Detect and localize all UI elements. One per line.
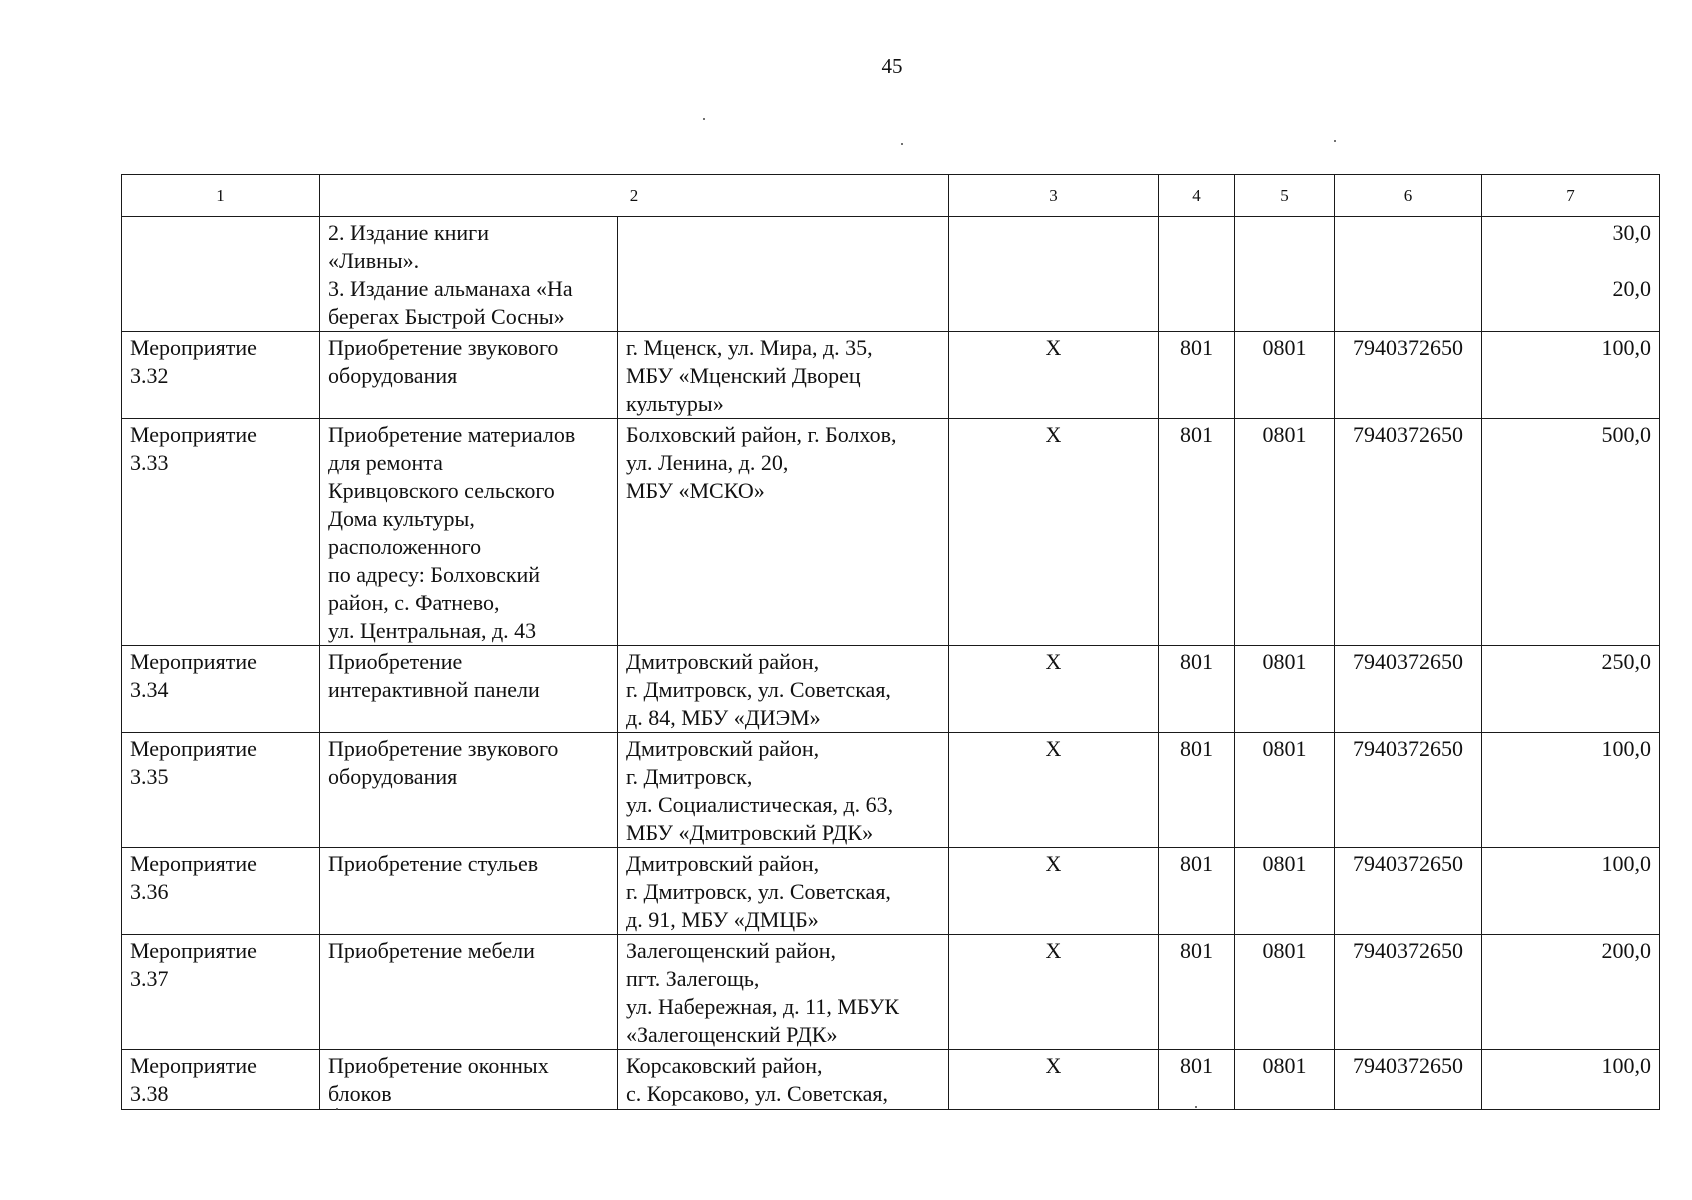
continuation-col3-cell — [949, 217, 1159, 332]
header-col-7: 7 — [1482, 175, 1660, 217]
continuation-amount-1: 30,0 — [1612, 220, 1651, 245]
purpose-cell: Приобретение мебели — [320, 935, 618, 1050]
header-row — [122, 175, 1660, 217]
col5-cell: 0801 — [1235, 646, 1335, 733]
event-cell: Мероприятие 3.35 — [122, 733, 320, 848]
address-cell: Болховский район, г. Болхов, ул. Ленина, д. 20, МБУ «МСКО» — [618, 419, 949, 646]
col5-cell: 0801 — [1235, 419, 1335, 646]
event-cell: Мероприятие 3.36 — [122, 848, 320, 935]
header-col-5: 5 — [1235, 175, 1335, 217]
amount-cell: 100,0 — [1482, 848, 1660, 935]
scan-speck — [1334, 140, 1336, 142]
table-row — [122, 419, 1660, 646]
continuation-item-3: 3. Издание альманаха «На берегах Быстрой Сосны» — [328, 276, 573, 329]
amount-cell: 200,0 — [1482, 935, 1660, 1050]
col4-cell: 801 — [1159, 1050, 1235, 1110]
table-row — [122, 848, 1660, 935]
purpose-cell: Приобретение звукового оборудования — [320, 332, 618, 419]
address-cell: Дмитровский район, г. Дмитровск, ул. Социалистическая, д. 63, МБУ «Дмитровский РДК» — [618, 733, 949, 848]
scan-speck — [901, 143, 903, 145]
col5-cell: 0801 — [1235, 1050, 1335, 1110]
continuation-event-cell — [122, 217, 320, 332]
header-col-1: 1 — [122, 175, 320, 217]
col6-cell: 7940372650 — [1335, 646, 1482, 733]
col5-cell: 0801 — [1235, 848, 1335, 935]
amount-cell: 100,0 — [1482, 1050, 1660, 1110]
col6-cell: 7940372650 — [1335, 332, 1482, 419]
amount-cell: 250,0 — [1482, 646, 1660, 733]
col4-cell: 801 — [1159, 848, 1235, 935]
amount-cell: 500,0 — [1482, 419, 1660, 646]
continuation-col5-cell — [1235, 217, 1335, 332]
col3-cell: X — [949, 646, 1159, 733]
col4-cell: 801 — [1159, 935, 1235, 1050]
purpose-cell: Приобретение звукового оборудования — [320, 733, 618, 848]
address-cell: Залегощенский район, пгт. Залегощь, ул. Набережная, д. 11, МБУК «Залегощенский РДК» — [618, 935, 949, 1050]
address-cell: Корсаковский район, с. Корсаково, ул. Советская, — [618, 1050, 949, 1110]
continuation-col4-cell — [1159, 217, 1235, 332]
purpose-cell: Приобретение интерактивной панели — [320, 646, 618, 733]
col5-cell: 0801 — [1235, 332, 1335, 419]
continuation-purpose-cell — [320, 217, 618, 332]
header-col-6: 6 — [1335, 175, 1482, 217]
col5-cell: 0801 — [1235, 935, 1335, 1050]
col3-cell: X — [949, 733, 1159, 848]
table-row — [122, 332, 1660, 419]
event-cell: Мероприятие 3.32 — [122, 332, 320, 419]
table-row — [122, 1050, 1660, 1110]
page-number: 45 — [881, 54, 903, 78]
scan-speck — [336, 1108, 338, 1110]
col6-cell: 7940372650 — [1335, 733, 1482, 848]
budget-table — [121, 174, 1660, 1110]
event-cell: Мероприятие 3.33 — [122, 419, 320, 646]
col3-cell: X — [949, 1050, 1159, 1110]
table-row — [122, 935, 1660, 1050]
col3-cell: X — [949, 332, 1159, 419]
col3-cell: X — [949, 935, 1159, 1050]
col3-cell: X — [949, 419, 1159, 646]
continuation-item-2: 2. Издание книги «Ливны». — [328, 220, 489, 273]
col6-cell: 7940372650 — [1335, 935, 1482, 1050]
table-row — [122, 646, 1660, 733]
header-col-2: 2 — [320, 175, 949, 217]
purpose-cell: Приобретение материалов для ремонта Кривцовского сельского Дома культуры, расположенного по адресу: Болховский район, с. Фатнево, ул. Центральная, д. 43 — [320, 419, 618, 646]
amount-cell: 100,0 — [1482, 733, 1660, 848]
event-cell: Мероприятие 3.37 — [122, 935, 320, 1050]
col6-cell: 7940372650 — [1335, 1050, 1482, 1110]
event-cell: Мероприятие 3.34 — [122, 646, 320, 733]
col4-cell: 801 — [1159, 332, 1235, 419]
address-cell: Дмитровский район, г. Дмитровск, ул. Советская, д. 84, МБУ «ДИЭМ» — [618, 646, 949, 733]
header-col-4: 4 — [1159, 175, 1235, 217]
address-cell: г. Мценск, ул. Мира, д. 35, МБУ «Мценский Дворец культуры» — [618, 332, 949, 419]
continuation-col6-cell — [1335, 217, 1482, 332]
col6-cell: 7940372650 — [1335, 419, 1482, 646]
col3-cell: X — [949, 848, 1159, 935]
purpose-cell: Приобретение стульев — [320, 848, 618, 935]
col5-cell: 0801 — [1235, 733, 1335, 848]
col4-cell: 801 — [1159, 419, 1235, 646]
col4-cell: 801 — [1159, 646, 1235, 733]
continuation-row — [122, 217, 1660, 332]
table-row — [122, 733, 1660, 848]
scan-speck — [703, 118, 705, 120]
continuation-amount-2: 20,0 — [1612, 276, 1651, 301]
purpose-cell: Приобретение оконных блоков — [320, 1050, 618, 1110]
col4-cell: 801 — [1159, 733, 1235, 848]
amount-cell: 100,0 — [1482, 332, 1660, 419]
event-cell: Мероприятие 3.38 — [122, 1050, 320, 1110]
col6-cell: 7940372650 — [1335, 848, 1482, 935]
continuation-amount-cell — [1482, 217, 1660, 332]
continuation-address-cell — [618, 217, 949, 332]
scan-speck — [1195, 1106, 1197, 1108]
header-col-3: 3 — [949, 175, 1159, 217]
address-cell: Дмитровский район, г. Дмитровск, ул. Советская, д. 91, МБУ «ДМЦБ» — [618, 848, 949, 935]
